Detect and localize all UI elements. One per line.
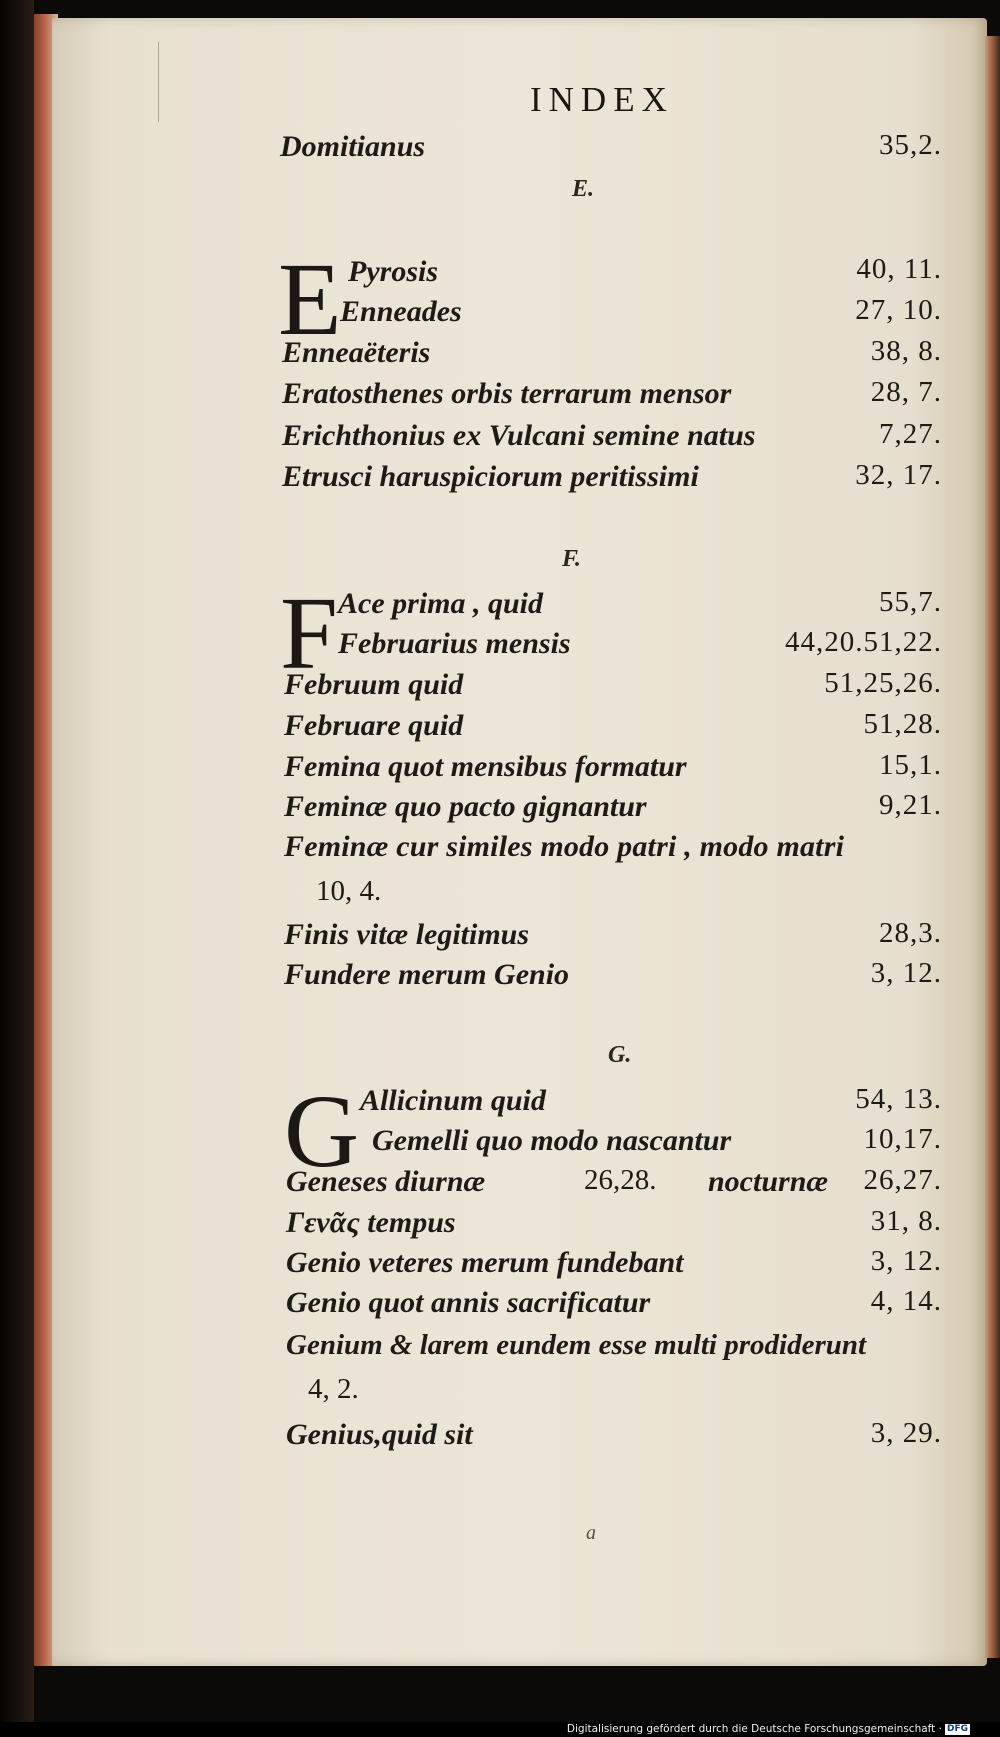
index-term: Februum quid [284, 668, 464, 701]
index-term: Enneaëteris [282, 336, 431, 369]
index-ref: 35,2. [879, 129, 942, 161]
index-ref: 32, 17. [855, 459, 942, 491]
index-ref: 3, 29. [870, 1417, 942, 1449]
index-term: Erichthonius ex Vulcani semine natus [282, 419, 756, 452]
section-letter-e: E. [572, 176, 595, 202]
index-term: Pyrosis [348, 255, 438, 288]
index-ref: 4, 14. [870, 1285, 942, 1317]
index-term: nocturnæ [708, 1165, 829, 1198]
index-term: Genio quot annis sacrificatur [286, 1286, 651, 1319]
page-title: INDEX [530, 80, 674, 119]
index-ref: 26,27. [863, 1164, 942, 1196]
index-term: Februarius mensis [338, 627, 571, 660]
index-term: Februare quid [284, 709, 464, 742]
index-term: Finis vitæ legitimus [284, 918, 530, 951]
index-term: Genium & larem eundem esse multi prodiderunt [286, 1329, 867, 1361]
section-letter-f: F. [562, 546, 581, 572]
signature-mark: a [586, 1522, 596, 1544]
index-term: Genius,quid sit [286, 1418, 473, 1451]
index-ref: 26,28. [584, 1164, 657, 1196]
index-ref: 7,27. [879, 418, 942, 450]
index-term: Domitianus [280, 130, 426, 163]
index-term: Genio veteres merum fundebant [286, 1246, 684, 1279]
index-term: Ace prima , quid [338, 587, 544, 620]
footer-credit: Digitalisierung gefördert durch die Deutsche Forschungsgemeinschaft · DFG [566, 1723, 968, 1735]
footer-credit-text: Digitalisierung gefördert durch die Deutsche Forschungsgemeinschaft [566, 1723, 936, 1735]
index-ref: 40, 11. [856, 253, 942, 285]
index-term: Feminæ cur similes modo patri , modo matri [284, 830, 845, 863]
index-ref: 10, 4. [316, 875, 382, 907]
index-ref: 28,3. [879, 917, 942, 949]
index-ref: 10,17. [863, 1123, 942, 1155]
section-letter-g: G. [608, 1042, 632, 1068]
dfg-logo: DFG [946, 1723, 968, 1734]
index-ref: 27, 10. [855, 294, 942, 326]
index-ref: 54, 13. [855, 1083, 942, 1115]
index-ref: 51,25,26. [824, 667, 942, 699]
index-term: Eratosthenes orbis terrarum mensor [282, 377, 732, 410]
index-term: Geneses diurnæ [286, 1165, 486, 1198]
index-term: Gemelli quo modo nascantur [372, 1124, 732, 1157]
index-ref: 4, 2. [308, 1373, 359, 1405]
index-ref: 3, 12. [870, 1245, 942, 1277]
index-ref: 15,1. [879, 749, 942, 781]
drop-initial-e: E [278, 242, 342, 357]
index-term: Γενᾶς tempus [286, 1206, 456, 1239]
drop-initial-g: G [284, 1074, 360, 1189]
index-term: Etrusci haruspiciorum peritissimi [282, 460, 699, 493]
index-ref: 9,21. [879, 789, 942, 821]
index-ref: 28, 7. [870, 376, 942, 408]
index-term: Femina quot mensibus formatur [284, 750, 687, 783]
index-ref: 44,20.51,22. [785, 626, 942, 658]
index-term: Fundere merum Genio [284, 958, 570, 991]
index-term: Feminæ quo pacto gignantur [284, 790, 647, 823]
index-term: Enneades [340, 295, 462, 328]
drop-initial-f: F [280, 576, 338, 691]
index-term: Allicinum quid [360, 1084, 546, 1117]
index-ref: 38, 8. [870, 335, 942, 367]
index-ref: 3, 12. [870, 957, 942, 989]
index-ref: 51,28. [863, 708, 942, 740]
index-ref: 31, 8. [870, 1205, 942, 1237]
index-ref: 55,7. [879, 586, 942, 618]
